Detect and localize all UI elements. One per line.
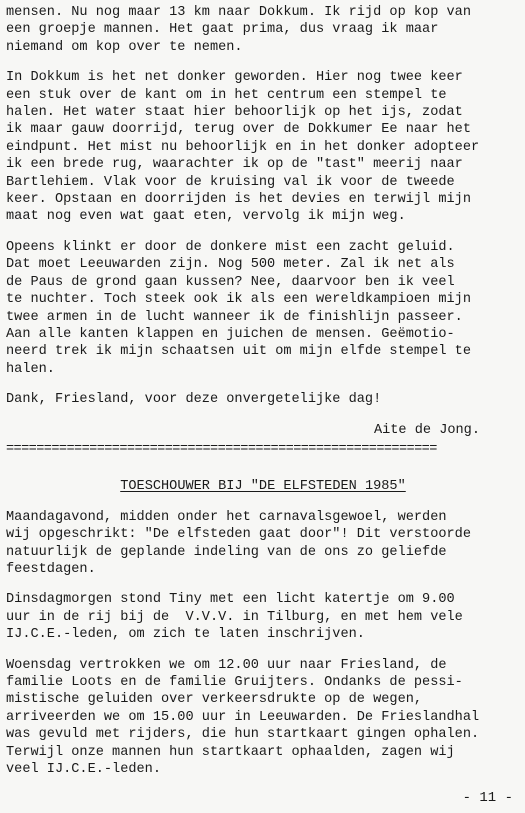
text-line: Dank, Friesland, voor deze onvergetelijke dag! [6,392,382,408]
text-line: Opeens klinkt er door de donkere mist een zacht geluid. [6,239,455,255]
text-line: veel IJ.C.E.-leden. [6,762,161,778]
page-number: - 11 - [462,790,513,806]
text-line: natuurlijk de geplande indeling van de ons zo geliefde [6,544,447,560]
text-line: neerd trek ik mijn schaatsen uit om mijn elfde stempel te [6,344,471,360]
text-line: niemand om kop over te nemen. [6,39,243,55]
paragraph [6,509,520,579]
text-line: Aan alle kanten klappen en juichen de mensen. Geëmotio- [6,326,455,342]
text-line: Bartlehiem. Vlak voor de kruising val ik voor de tweede [6,174,455,190]
text-line: mistische geluiden over verkeersdrukte op de wegen, [6,692,423,708]
page [6,4,520,791]
text-line: was gevuld met rijders, die hun startkaart gingen ophalen. [6,727,480,743]
text-line: een groepje mannen. Het gaat prima, dus vraag ik maar [6,22,439,38]
paragraph [6,657,520,779]
text-line: een stuk over de kant om in het centrum een stempel te [6,87,447,103]
text-line: eindpunt. Het mist nu behoorlijk en in het donker adopteer [6,139,480,155]
text-line: Dat moet Leeuwarden zijn. Nog 500 meter. Zal ik net als [6,257,455,273]
text-line: mensen. Nu nog maar 13 km naar Dokkum. Ik rijd op kop van [6,5,471,20]
text-line: keer. Opstaan en doorrijden is het devies en terwijl mijn [6,192,471,208]
text-line: twee armen in de lucht wanneer ik de finishlijn passeer. [6,309,463,325]
paragraph [6,239,520,378]
text-line: familie Loots en de familie Gruijters. Ondanks de pessi- [6,675,463,690]
signature: Aite de Jong. [373,422,480,438]
text-line: Terwijl onze mannen hun startkaart ophaalden, zagen wij [6,744,455,760]
text-line: de Paus de grond gaan kussen? Nee, daarvoor ben ik veel [6,274,455,290]
article-2 [6,509,520,779]
text-line: Woensdag vertrokken we om 12.00 uur naar Friesland, de [6,657,447,673]
text-line: In Dokkum is het net donker geworden. Hier nog twee keer [6,70,463,86]
text-line: halen. Het water staat hier behoorlijk op het ijs, zodat [6,105,463,121]
text-line: uur in de rij bij de V.V.V. in Tilburg, en met hem vele [6,609,463,625]
text-line: te nuchter. Toch steek ook ik als een wereldkampioen mijn [6,292,471,308]
text-line: wij opgeschrikt: "De elfsteden gaat door"! Dit verstoorde [6,527,471,543]
text-line: feestdagen. [6,561,96,577]
text-line: ik maar gauw doorrijd, terug over de Dokkumer Ee naar het [6,122,471,138]
paragraph [6,591,520,643]
text-line: Maandagavond, midden onder het carnavalsgewoel, werden [6,509,447,525]
article-1 [6,4,520,409]
text-line: Dinsdagmorgen stond Tiny met een licht katertje om 9.00 [6,592,455,608]
article-2-title-wrap [6,478,520,495]
paragraph [6,69,520,226]
paragraph [6,391,520,408]
text-line: IJ.C.E.-leden, om zich te laten inschrijven. [6,627,365,643]
text-line: arriveerden we om 15.00 uur in Leeuwarden. De Frieslandhal [6,709,480,725]
text-line: halen. [6,361,55,377]
separator-line: ========================================================= [6,441,437,457]
paragraph [6,4,520,56]
text-line: maat nog even wat gaat eten, vervolg ik mijn weg. [6,209,406,225]
text-line: ik een brede rug, waarachter ik op de "tast" meerij naar [6,157,463,173]
article-2-title: TOESCHOUWER BIJ "DE ELFSTEDEN 1985" [120,479,406,495]
